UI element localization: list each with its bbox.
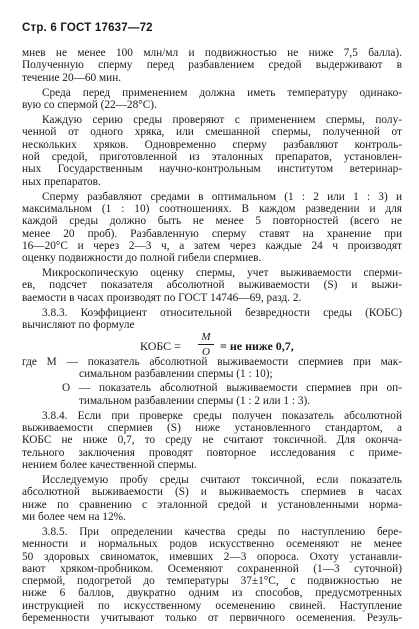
text-line: 3.8.4. Если при проверке среды получен показатель абсолютной <box>42 409 402 422</box>
text-line: 50 здоровых свиноматок, имевших 2—3 опороса. Охоту устанавли- <box>22 550 402 563</box>
text-line: O — показатель абсолютной выживаемости спермиев при оп- <box>62 382 402 395</box>
text-line: тельного заключения проводят повторное исследования с приме- <box>22 446 402 459</box>
text-line: КОБС не ниже 0,7, то среду не считают токсичной. Для оконча- <box>22 434 402 447</box>
text-line: ваемости в часах производят по ГОСТ 14746—69, разд. 2. <box>22 291 302 304</box>
text-line: вычисляют по формуле <box>22 319 135 332</box>
text-line: ев, подсчет показателя абсолютной выживаемости (S) и выжи- <box>22 279 402 292</box>
text-line: инструкцией по искусственному осеменению свиней. Наступление <box>22 599 402 612</box>
text-line: Исследуемую пробу среды считают токсичной, если показатель <box>42 474 402 487</box>
text-line: 3.8.5. При определении качества среды по наступлению бере- <box>42 526 402 538</box>
text-line: ченной от одного хряка, или смешанной спермы, полученной от <box>22 126 402 139</box>
formula-denominator: O <box>202 346 210 359</box>
text-line: тимальном разбавлении спермы (1 : 2 или 1 : 3). <box>79 394 311 407</box>
text-line: Среда перед применением должна иметь температуру одинако- <box>42 86 402 99</box>
text-line: Сперму разбавляют средами в оптимальном (1 : 2 или 1 : 3) и <box>42 190 402 203</box>
text-line: мнев не менее 100 млн/мл и подвижностью не ниже 7,5 балла). <box>22 47 402 59</box>
text-line: ных препаратов. <box>22 175 101 188</box>
text-line: каждой среды должно быть не менее 5 повторностей (всего не <box>22 215 402 228</box>
formula-numerator: M <box>201 331 211 344</box>
text-line: менее 20 проб). Разбавленную сперму ставят на хранение при <box>22 227 402 240</box>
text-line: 3.8.3. Коэффициент относительной безвредности среды (КОБС) <box>42 306 402 319</box>
text-line: ниже 6 баллов, двукратно одним из способов, предусмотренных <box>22 587 402 600</box>
text-line: нением более качественной спермы. <box>22 458 197 471</box>
text-line: ми более чем на 12%. <box>22 510 126 523</box>
text-line: беременности учитывают только от первичного осеменения. Резуль- <box>22 612 402 624</box>
kobs-formula <box>140 331 340 361</box>
text-line: вую со спермой (22—28°C). <box>22 99 157 111</box>
text-line: Полученную сперму перед разбавлением средой выдерживают в <box>22 59 402 72</box>
text-line: менности и нормальных родов искусственно осеменяют не менее <box>22 538 402 551</box>
text-line: ной средой, приготовленной из эталонных препаратов, установлен- <box>22 150 402 163</box>
formula-fraction <box>196 331 216 358</box>
formula-lhs: КОБС = <box>140 339 181 354</box>
text-line: Микроскопическую оценку спермы, учет выживаемости сперми- <box>42 267 402 280</box>
text-line: течение 20—60 мин. <box>22 71 122 84</box>
text-line: максимальном (1 : 10) соотношениях. В каждом разведении и для <box>22 202 402 215</box>
text-line: ниже по сравнению с эталонной средой и установленными норма- <box>22 498 402 511</box>
text-line: выживаемости спермиев (S) ниже установленного стандартом, а <box>22 422 402 435</box>
text-line: абсолютной выживаемости (S) и выживаемость спермиев в часах <box>22 486 402 499</box>
page-header: Стр. 6 ГОСТ 17637—72 <box>22 22 153 34</box>
text-line: 16—20°C и через 2—3 ч, а затем через каждые 24 ч производят <box>22 239 402 252</box>
formula-rhs: = не ниже 0,7, <box>220 339 294 354</box>
text-line: нескольких хряков. Одновременно сперму разбавляют контроль- <box>22 138 402 151</box>
text-line: ных Государственным научно-контрольным институтом ветеринар- <box>22 163 402 176</box>
text-line: спермой, подогретой до температуры 37±1°C, с подвижностью не <box>22 575 402 588</box>
text-line: где M — показатель абсолютной выживаемости спермиев при мак- <box>22 356 402 368</box>
text-line: вают хряком-пробником. Осеменяют сохраненной (1—3 суточной) <box>22 562 402 575</box>
fraction-bar <box>198 344 214 345</box>
text-line: Каждую серию среды проверяют с применением спермы, полу- <box>42 114 402 127</box>
text-line: симальном разбавлении спермы (1 : 10); <box>79 368 273 381</box>
text-line: оценку подвижности до полной гибели спермиев. <box>22 252 262 264</box>
